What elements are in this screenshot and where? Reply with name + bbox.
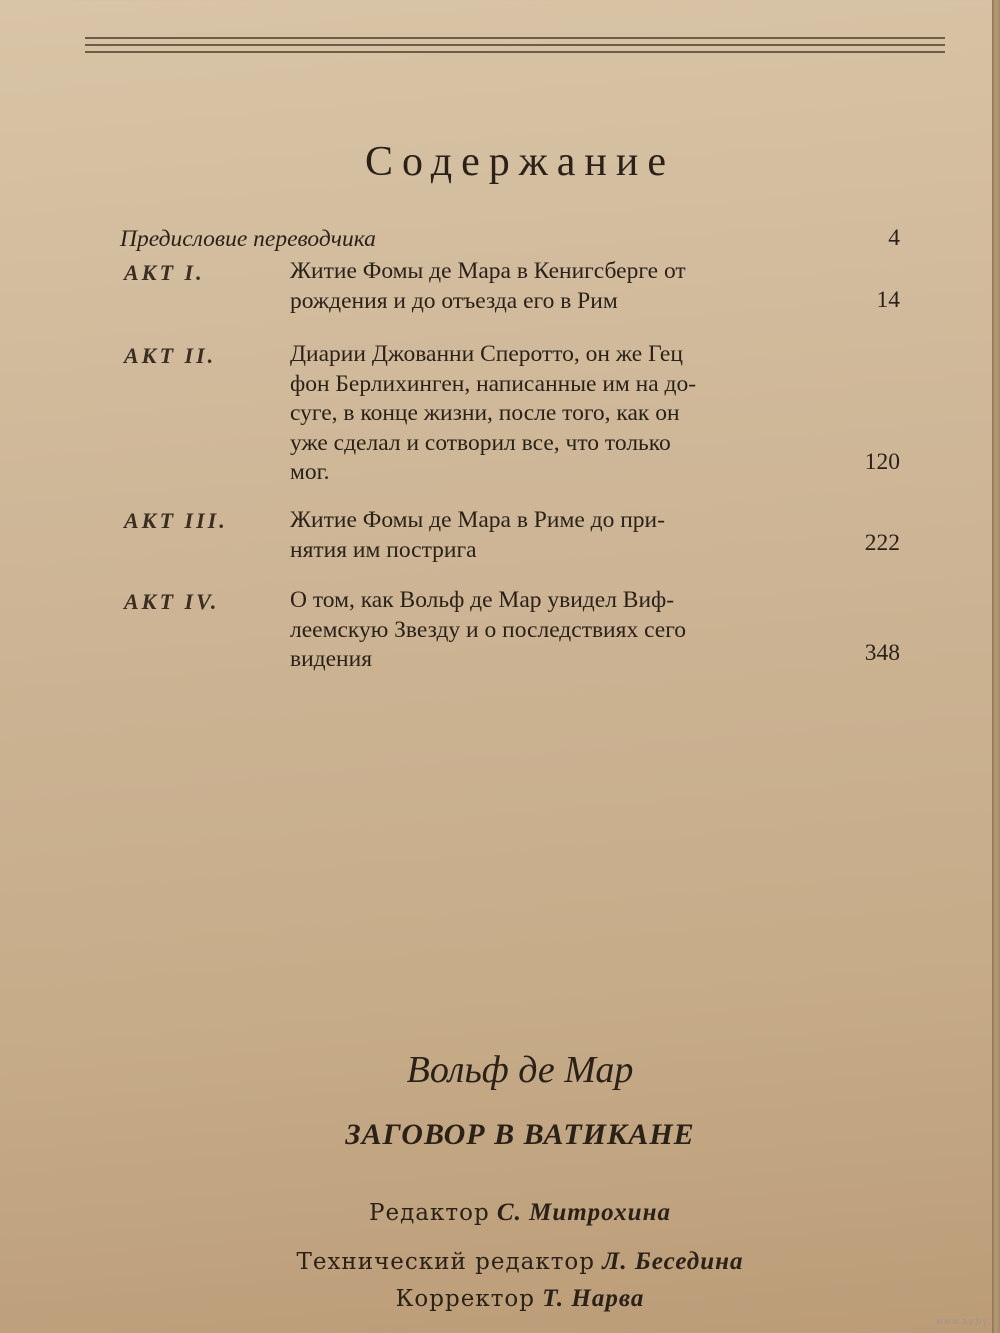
header-rule-bottom: [85, 51, 945, 53]
page-title: Содержание: [364, 139, 676, 185]
toc-act-4-title: [290, 586, 782, 675]
toc-act-3-label: АКТ III.: [124, 508, 228, 533]
credit-role: Редактор: [369, 1200, 490, 1226]
book-author: Вольф де Мар: [406, 1049, 634, 1091]
toc-line: нятия им пострига: [290, 536, 477, 563]
watermark: www.ay.by: [935, 1317, 988, 1327]
toc-line: Житие Фомы де Мара в Кенигсберге от: [290, 258, 686, 284]
header-rule-middle: [85, 44, 945, 46]
toc-line: рождения и до отъезда его в Рим: [290, 287, 618, 314]
toc-act-1-label: АКТ I.: [124, 260, 205, 285]
toc-act-1-page: 14: [876, 287, 900, 313]
credit-proofreader: [0, 1285, 1000, 1313]
toc-act-3-title: [290, 506, 782, 565]
toc-line: уже сделал и сотворил все, что только: [290, 429, 671, 456]
credit-editor: [0, 1199, 1000, 1227]
toc-line: леемскую Звезду и о последствиях сего: [290, 616, 687, 643]
toc-act-2-label: АКТ II.: [124, 343, 217, 368]
toc-act-4-label: АКТ IV.: [124, 589, 220, 614]
toc-line: мог.: [290, 459, 330, 485]
credit-name: С. Митрохина: [496, 1199, 671, 1226]
toc-line: О том, как Вольф де Мар увидел Виф-: [290, 587, 675, 613]
toc-line: Диарии Джованни Сперотто, он же Гец: [290, 341, 683, 367]
toc-preface-page: 4: [888, 225, 900, 251]
toc-act-1-title: [290, 257, 782, 316]
credit-role: Технический редактор: [296, 1249, 596, 1275]
toc-preface-label: Предисловие переводчика: [120, 226, 376, 252]
toc-line: фон Берлихинген, написанные им на до-: [290, 370, 697, 397]
credit-name: Л. Беседина: [602, 1248, 744, 1275]
toc-line: видения: [290, 646, 373, 672]
toc-act-2-page: 120: [864, 449, 900, 475]
toc-line: суге, в конце жизни, после того, как он: [290, 400, 680, 426]
credit-role: Корректор: [395, 1286, 535, 1312]
credit-name: Т. Нарва: [542, 1285, 645, 1312]
book-title: ЗАГОВОР В ВАТИКАНЕ: [345, 1118, 695, 1151]
toc-line: Житие Фомы де Мара в Риме до при-: [290, 507, 665, 533]
header-rule-top: [85, 37, 945, 39]
credit-technical-editor: [0, 1248, 1000, 1276]
toc-act-3-page: 222: [864, 530, 900, 556]
toc-act-2-title: [290, 340, 782, 488]
toc-act-4-page: 348: [864, 640, 900, 666]
